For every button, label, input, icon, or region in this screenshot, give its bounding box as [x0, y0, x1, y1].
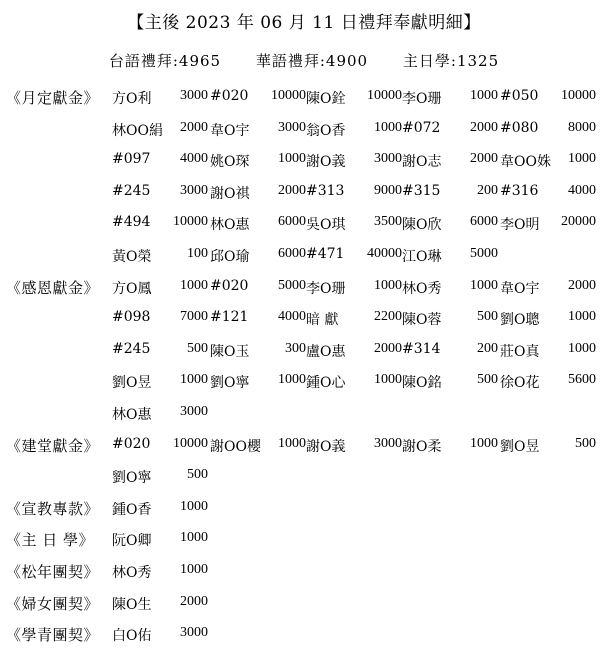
- donation-entry: [210, 120, 308, 142]
- donor-name: #072: [402, 119, 441, 136]
- donation-amount: 2000: [568, 277, 596, 293]
- donation-amount: 2000: [470, 119, 498, 135]
- donation-entry: [210, 183, 308, 205]
- category-label: 《宣教專款》: [6, 499, 100, 518]
- donor-name: 徐O花: [500, 375, 540, 392]
- donor-name: #245: [112, 182, 151, 199]
- donor-name: 李O明: [500, 217, 540, 234]
- donation-entry: [210, 278, 308, 300]
- donation-entry: [112, 246, 210, 268]
- donation-entry: [306, 309, 404, 331]
- donor-name: 謝OO櫻: [210, 438, 261, 455]
- donation-amount: 1000: [568, 340, 596, 356]
- donation-entry: [500, 214, 598, 236]
- donor-name: 林O惠: [210, 217, 250, 234]
- donor-name: #020: [112, 435, 151, 452]
- donation-entry: [500, 88, 598, 110]
- donation-amount: 500: [187, 340, 208, 356]
- donation-entry: [402, 436, 500, 458]
- donor-name: 林O惠: [112, 407, 152, 423]
- category-label: 《月定獻金》: [6, 89, 100, 107]
- donation-amount: 2000: [180, 119, 208, 135]
- donation-amount: 8000: [568, 119, 596, 135]
- donor-name: 劉O寧: [112, 470, 152, 487]
- category-label: 《感恩獻金》: [6, 278, 100, 297]
- donor-name: 謝O祺: [210, 185, 250, 202]
- donation-amount: 1000: [278, 151, 306, 167]
- donation-entry: [306, 183, 404, 205]
- donation-amount: 100: [187, 246, 208, 261]
- donation-entry: [112, 372, 210, 394]
- donor-name: #316: [500, 182, 539, 199]
- donation-entry: [306, 372, 404, 394]
- donation-entry: [112, 88, 210, 110]
- donor-name: 韋OO姝: [500, 154, 551, 171]
- donor-name: #313: [306, 182, 345, 199]
- donation-amount: 1000: [470, 435, 498, 451]
- donation-entry: [402, 372, 500, 394]
- donation-entry: [500, 341, 598, 363]
- donation-entry: [402, 246, 500, 268]
- donation-amount: 2000: [470, 151, 498, 167]
- donor-name: 謝O志: [402, 154, 442, 171]
- donor-name: 翁O香: [306, 122, 346, 139]
- donation-amount: 4000: [180, 151, 208, 167]
- donation-entry: [500, 372, 598, 394]
- donor-name: 邱O瑜: [210, 249, 250, 265]
- donor-name: 方O鳳: [112, 280, 152, 297]
- donation-amount: 200: [477, 340, 498, 356]
- donation-amount: 3000: [180, 404, 208, 419]
- donation-entry: [112, 278, 210, 300]
- donation-amount: 3500: [374, 214, 402, 230]
- donation-entry: [112, 151, 210, 173]
- category-label: 《建堂獻金》: [6, 436, 100, 455]
- donation-amount: 200: [477, 182, 498, 198]
- donor-name: 鍾O香: [112, 501, 152, 518]
- donation-amount: 5000: [278, 277, 306, 293]
- donation-entry: [112, 594, 210, 616]
- donation-amount: 10000: [367, 88, 402, 103]
- donation-amount: 5000: [470, 246, 498, 261]
- donor-name: #098: [112, 309, 151, 326]
- donor-name: 陳O銘: [402, 375, 442, 392]
- donation-amount: 3000: [180, 88, 208, 103]
- donor-name: 陳O蓉: [402, 312, 442, 329]
- donation-entry: [306, 120, 404, 142]
- donor-name: 方O利: [112, 91, 152, 107]
- donation-amount: 5600: [568, 372, 596, 388]
- donation-amount: 40000: [367, 246, 402, 261]
- donation-entry: [112, 214, 210, 236]
- donor-name: 白O佑: [112, 628, 152, 645]
- donation-entry: [210, 246, 308, 268]
- donation-entry: [306, 246, 404, 268]
- donation-amount: 1000: [470, 277, 498, 293]
- donor-name: 莊O真: [500, 343, 540, 360]
- donation-entry: [112, 436, 210, 458]
- donor-name: #494: [112, 214, 151, 231]
- donation-entry: [402, 309, 500, 331]
- donor-name: 鍾O心: [306, 375, 346, 392]
- donation-entry: [402, 341, 500, 363]
- donor-name: 謝O義: [306, 438, 346, 455]
- donation-amount: 6000: [470, 214, 498, 230]
- donation-amount: 7000: [180, 309, 208, 325]
- donation-entry: [112, 341, 210, 363]
- donation-entry: [306, 436, 404, 458]
- donor-name: #121: [210, 309, 249, 326]
- donation-amount: 20000: [561, 214, 596, 230]
- donation-amount: 1000: [180, 372, 208, 388]
- donation-amount: 3000: [180, 182, 208, 198]
- category-label: 《松年團契》: [6, 563, 100, 581]
- donor-name: 謝O義: [306, 154, 346, 171]
- attendance-summary: [0, 50, 608, 71]
- donation-entry: [210, 88, 308, 110]
- donor-name: 林OO絹: [112, 122, 163, 139]
- donation-amount: 1000: [470, 88, 498, 103]
- category-label: 《主 日 學》: [6, 531, 95, 550]
- donor-name: 謝O柔: [402, 438, 442, 455]
- donation-amount: 1000: [180, 562, 208, 577]
- summary-sunday-school: 主日學:1325: [402, 52, 500, 70]
- category-label: 《學青團契》: [6, 626, 100, 645]
- donor-name: #080: [500, 119, 539, 136]
- donation-entry: [306, 214, 404, 236]
- donor-name: 劉O昱: [500, 438, 540, 455]
- donation-amount: 300: [285, 340, 306, 356]
- donor-name: 江O琳: [402, 249, 442, 265]
- donation-entry: [402, 214, 500, 236]
- donor-name: 陳O欣: [402, 217, 442, 234]
- donation-entry: [500, 183, 598, 205]
- donor-name: #020: [210, 88, 249, 104]
- donation-entry: [306, 151, 404, 173]
- donation-entry: [306, 341, 404, 363]
- donation-entry: [402, 120, 500, 142]
- donor-name: #471: [306, 246, 345, 262]
- donor-name: 李O珊: [306, 280, 346, 297]
- donation-amount: 10000: [173, 214, 208, 230]
- donor-name: 韋O宇: [500, 280, 540, 297]
- donation-entry: [210, 372, 308, 394]
- donation-entry: [112, 467, 210, 489]
- donation-amount: 4000: [568, 182, 596, 198]
- donor-name: 陳O生: [112, 596, 152, 613]
- donation-entry: [500, 120, 598, 142]
- donor-name: 姚O琛: [210, 154, 250, 171]
- donation-entry: [306, 88, 404, 110]
- donation-entry: [500, 278, 598, 300]
- donor-name: 李O珊: [402, 91, 442, 107]
- donation-amount: 6000: [278, 214, 306, 230]
- donation-amount: 2200: [374, 309, 402, 325]
- donation-amount: 2000: [374, 340, 402, 356]
- donation-amount: 1000: [180, 498, 208, 514]
- page-title: 【主後 2023 年 06 月 11 日禮拜奉獻明細】: [127, 13, 481, 33]
- donor-name: 黃O榮: [112, 249, 152, 265]
- donation-entry: [112, 499, 210, 521]
- donor-name: 阮O卿: [112, 533, 152, 550]
- donation-amount: 1000: [374, 277, 402, 293]
- donation-entry: [210, 436, 308, 458]
- donor-name: #314: [402, 340, 441, 357]
- donation-amount: 6000: [278, 246, 306, 261]
- donor-name: 劉O聰: [500, 312, 540, 329]
- donation-amount: 10000: [173, 435, 208, 451]
- donation-amount: 1000: [568, 151, 596, 167]
- donation-entry: [112, 120, 210, 142]
- donation-entry: [112, 309, 210, 331]
- donation-entry: [402, 183, 500, 205]
- donor-name: 盧O惠: [306, 343, 346, 360]
- donation-amount: 1000: [180, 530, 208, 546]
- donor-name: 陳O玉: [210, 343, 250, 360]
- donation-amount: 3000: [180, 625, 208, 641]
- donor-name: 林O秀: [402, 280, 442, 297]
- donation-amount: 9000: [374, 182, 402, 198]
- donor-name: #315: [402, 182, 441, 199]
- donation-entry: [210, 309, 308, 331]
- donor-name: 劉O昱: [112, 375, 152, 392]
- donation-entry: [112, 530, 210, 552]
- donation-amount: 1000: [374, 372, 402, 388]
- donation-amount: 4000: [278, 309, 306, 325]
- donation-amount: 3000: [278, 119, 306, 135]
- category-label: 《婦女團契》: [6, 594, 100, 613]
- donation-entry: [500, 309, 598, 331]
- donor-name: 吳O琪: [306, 217, 346, 234]
- donation-amount: 10000: [561, 88, 596, 103]
- donation-entry: [210, 151, 308, 173]
- donation-amount: 1000: [374, 119, 402, 135]
- donation-amount: 1000: [278, 372, 306, 388]
- donation-entry: [500, 151, 598, 173]
- donation-entry: [112, 562, 210, 584]
- donation-entry: [402, 151, 500, 173]
- donation-entry: [402, 88, 500, 110]
- donor-name: 林O秀: [112, 565, 152, 581]
- donation-entry: [500, 436, 598, 458]
- donation-entry: [210, 214, 308, 236]
- donation-amount: 1000: [568, 309, 596, 325]
- donation-amount: 3000: [374, 151, 402, 167]
- donation-amount: 1000: [278, 435, 306, 451]
- donation-entry: [112, 183, 210, 205]
- donation-amount: 500: [575, 435, 596, 451]
- donation-amount: 2000: [278, 182, 306, 198]
- donation-amount: 500: [477, 309, 498, 325]
- donation-entry: [210, 341, 308, 363]
- donor-name: #097: [112, 151, 151, 168]
- donation-entry: [112, 625, 210, 647]
- donation-entry: [112, 404, 210, 426]
- donation-amount: 3000: [374, 435, 402, 451]
- donation-amount: 500: [477, 372, 498, 388]
- donor-name: #245: [112, 340, 151, 357]
- donation-entry: [402, 278, 500, 300]
- donor-name: 韋O宇: [210, 122, 250, 139]
- donor-name: #050: [500, 88, 539, 104]
- donation-amount: 10000: [271, 88, 306, 103]
- donor-name: 陳O銓: [306, 91, 346, 107]
- donation-entry: [306, 278, 404, 300]
- donation-amount: 1000: [180, 277, 208, 293]
- donor-name: #020: [210, 277, 249, 294]
- summary-taiwanese-service: 台語禮拜:4965: [108, 52, 222, 70]
- donation-amount: 2000: [180, 593, 208, 609]
- donation-amount: 500: [187, 467, 208, 483]
- donor-name: 暗 獻: [306, 312, 339, 329]
- summary-mandarin-service: 華語禮拜:4900: [255, 52, 369, 70]
- donor-name: 劉O寧: [210, 375, 250, 392]
